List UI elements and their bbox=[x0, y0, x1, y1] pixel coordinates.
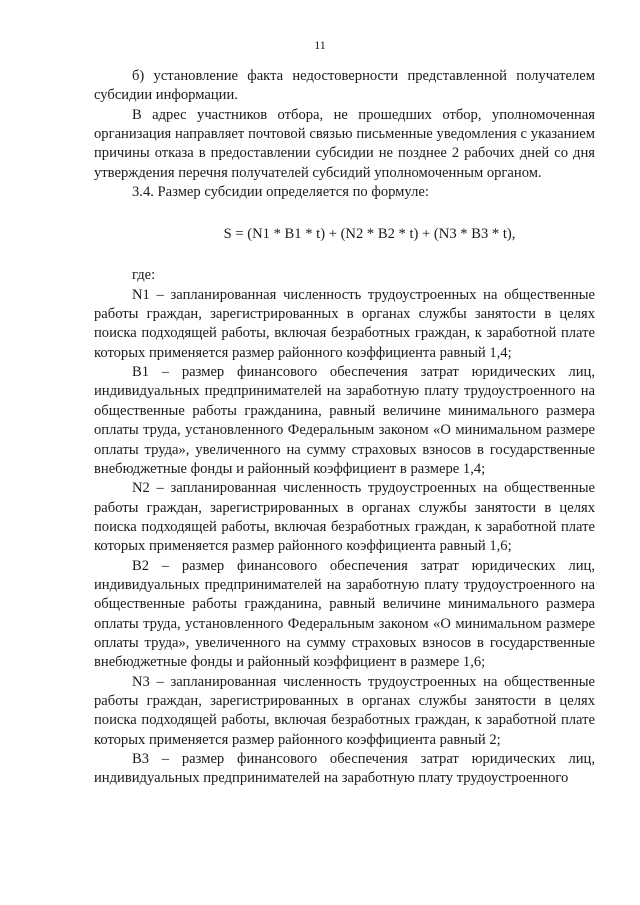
document-body bbox=[94, 67, 595, 789]
subsidy-formula bbox=[94, 202, 595, 266]
definition-n1: N1 – запланированная численность трудоустроенных на общественные работы граждан, зарегистрированных в органах службы занятости в целях поиска подходящей работы, включая безработных граждан, к заработной плате которых применяется размер районного коэффициента равный 1,4; bbox=[94, 286, 595, 361]
paragraph-item-b: б) установление факта недостоверности представленной получателем субсидии информации. bbox=[94, 68, 595, 104]
paragraph-3-4: 3.4. Размер субсидии определяется по формуле: bbox=[132, 184, 429, 201]
definition-b1: В1 – размер финансового обеспечения затрат юридических лиц, индивидуальных предпринимателей на заработную плату трудоустроенного на общественные работы гражданина, равный величине минимального размера оплаты труда, установленного Федеральным законом «О минимальном размере оплаты труда», увеличенного на сумму страховых взносов в государственные внебюджетные фонды и районный коэффициент в размере 1,4; bbox=[94, 364, 595, 477]
definition-b2: В2 – размер финансового обеспечения затрат юридических лиц, индивидуальных предпринимателей на заработную плату трудоустроенного на общественные работы гражданина, равный величине минимального размера оплаты труда, установленного Федеральным законом «О минимальном размере оплаты труда», увеличенного на сумму страховых взносов в государственные внебюджетные фонды и районный коэффициент в размере 1,6; bbox=[94, 557, 595, 671]
formula-text: S = (N1 * В1 * t) + (N2 * В2 * t) + (N3 * В3 * t), bbox=[223, 226, 516, 243]
paragraph-rejection-notice: В адрес участников отбора, не прошедших отбор, уполномоченная организация направляет почтовой связью письменные уведомления с указанием причины отказа в предоставлении субсидии не позднее 2 рабочих дней со дня утверждения перечня получателей субсидий уполномоченным органом. bbox=[94, 106, 595, 181]
definition-b3: В3 – размер финансового обеспечения затрат юридических лиц, индивидуальных предпринимателей на заработную плату трудоустроенного bbox=[94, 751, 595, 787]
page-number: 11 bbox=[314, 38, 326, 52]
where-label: где: bbox=[132, 267, 156, 284]
definition-n3: N3 – запланированная численность трудоустроенных на общественные работы граждан, зарегистрированных в органах службы занятости в целях поиска подходящей работы, включая безработных граждан, к заработной плате которых применяется размер районного коэффициента равный 2; bbox=[94, 673, 595, 748]
definition-n2: N2 – запланированная численность трудоустроенных на общественные работы граждан, зарегистрированных в органах службы занятости в целях поиска подходящей работы, включая безработных граждан, к заработной плате которых применяется размер районного коэффициента равный 1,6; bbox=[94, 480, 595, 555]
